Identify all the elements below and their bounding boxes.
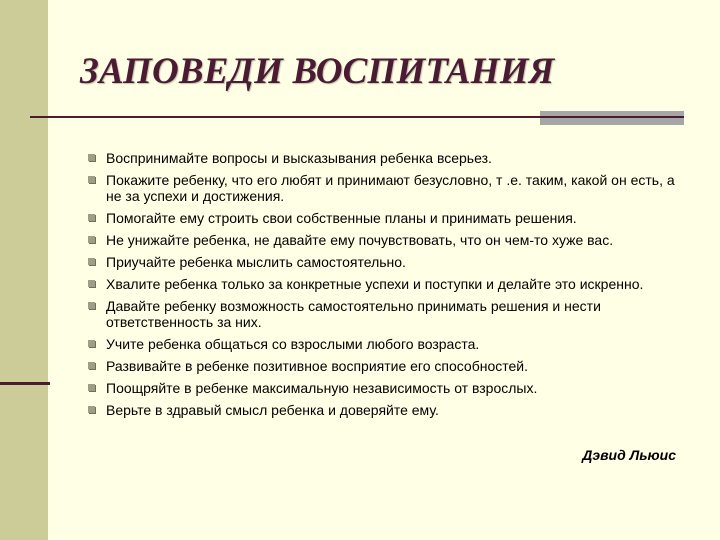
list-item — [88, 358, 688, 374]
square-bullet-icon — [88, 154, 95, 161]
title-underline — [30, 116, 540, 118]
square-bullet-icon — [88, 214, 95, 221]
author-signature: Дэвид Льюис — [582, 447, 676, 463]
list-item-text: Верьте в здравый смысл ребенка и доверяйте ему. — [106, 402, 439, 418]
list-item — [88, 380, 688, 396]
left-decorative-bar — [0, 0, 48, 540]
list-item — [88, 336, 688, 352]
list-item — [88, 150, 688, 166]
list-item — [88, 232, 688, 248]
list-item-text: Хвалите ребенка только за конкретные успехи и поступки и делайте это искренно. — [106, 276, 644, 292]
list-item-text: Покажите ребенку, что его любят и принимают безусловно, т .е. таким, какой он есть, а не за успехи и достижения. — [106, 172, 675, 204]
list-item — [88, 172, 688, 204]
list-item-text: Помогайте ему строить свои собственные планы и принимать решения. — [106, 210, 577, 226]
square-bullet-icon — [88, 362, 95, 369]
list-item — [88, 276, 688, 292]
list-item-text: Давайте ребенку возможность самостоятельно принимать решения и нести ответственность за них. — [106, 298, 601, 330]
square-bullet-icon — [88, 280, 95, 287]
square-bullet-icon — [88, 302, 95, 309]
list-item-text: Учите ребенка общаться со взрослыми любого возраста. — [106, 336, 480, 352]
list-item — [88, 298, 688, 330]
square-bullet-icon — [88, 176, 95, 183]
left-bar-accent-line — [0, 382, 50, 385]
square-bullet-icon — [88, 236, 95, 243]
list-item-text: Воспринимайте вопросы и высказывания ребенка всерьез. — [106, 150, 492, 166]
square-bullet-icon — [88, 384, 95, 391]
slide-title: ЗАПОВЕДИ ВОСПИТАНИЯ — [80, 51, 555, 92]
list-item-text: Поощряйте в ребенке максимальную независимость от взрослых. — [106, 380, 538, 396]
title-underline-accent — [540, 111, 684, 125]
list-item — [88, 254, 688, 270]
list-item-text: Не унижайте ребенка, не давайте ему почувствовать, что он чем-то хуже вас. — [106, 232, 614, 248]
commandments-list — [88, 150, 688, 424]
square-bullet-icon — [88, 258, 95, 265]
list-item-text: Развивайте в ребенке позитивное восприятие его способностей. — [106, 358, 528, 374]
list-item-text: Приучайте ребенка мыслить самостоятельно. — [106, 254, 406, 270]
list-item — [88, 210, 688, 226]
list-item — [88, 402, 688, 418]
square-bullet-icon — [88, 340, 95, 347]
square-bullet-icon — [88, 406, 95, 413]
